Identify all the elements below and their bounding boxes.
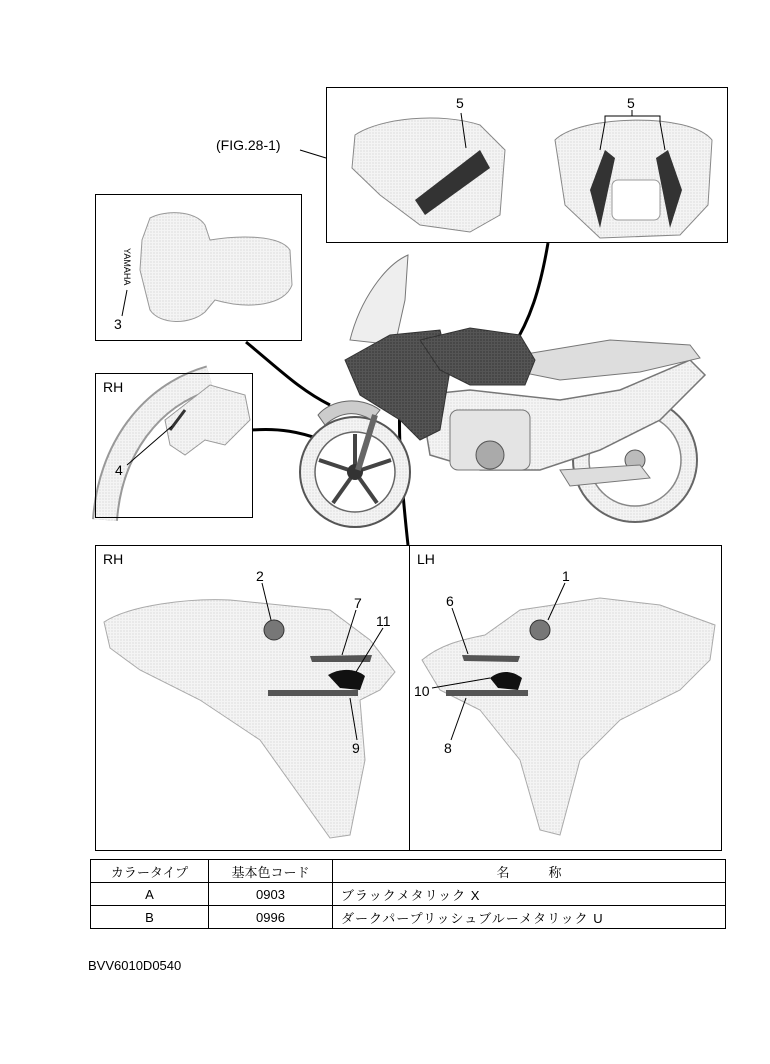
callout-2: 2 <box>256 568 264 584</box>
callout-11: 11 <box>376 613 391 629</box>
callout-4: 4 <box>115 462 123 478</box>
callout-7: 7 <box>354 595 362 611</box>
lh-panel-label: LH <box>417 551 435 567</box>
callout-8: 8 <box>444 740 452 756</box>
row-a-name: ブラックメタリック X <box>333 883 726 906</box>
header-color-type: カラータイプ <box>91 860 209 883</box>
rh-panel-label: RH <box>103 551 124 567</box>
rh-cowl-box <box>95 545 410 851</box>
table-header-row <box>91 860 726 883</box>
wheel-side-label: RH <box>103 379 124 395</box>
header-name: 名 称 <box>333 860 726 883</box>
row-a-type: A <box>91 883 209 906</box>
callout-5-left: 5 <box>456 95 464 111</box>
row-b-type: B <box>91 906 209 929</box>
callout-1: 1 <box>562 568 570 584</box>
callout-10: 10 <box>414 683 430 699</box>
callout-5-right: 5 <box>627 95 635 111</box>
row-b-code: 0996 <box>209 906 333 929</box>
table-row <box>91 883 726 906</box>
motorcycle-illustration <box>300 255 705 527</box>
callout-3: 3 <box>114 316 122 332</box>
seat-yamaha-text: YAMAHA <box>122 248 132 286</box>
header-base-color-code: 基本色コード <box>209 860 333 883</box>
drawing-code: BVV6010D0540 <box>88 958 182 973</box>
color-type-table <box>90 859 726 929</box>
figure-reference: (FIG.28-1) <box>216 137 281 153</box>
row-a-code: 0903 <box>209 883 333 906</box>
fuel-tank-detail-box <box>326 87 728 243</box>
lh-cowl-box <box>409 545 722 851</box>
callout-6: 6 <box>446 593 454 609</box>
row-b-name: ダークパープリッシュブルーメタリック U <box>333 906 726 929</box>
table-row <box>91 906 726 929</box>
callout-9: 9 <box>352 740 360 756</box>
